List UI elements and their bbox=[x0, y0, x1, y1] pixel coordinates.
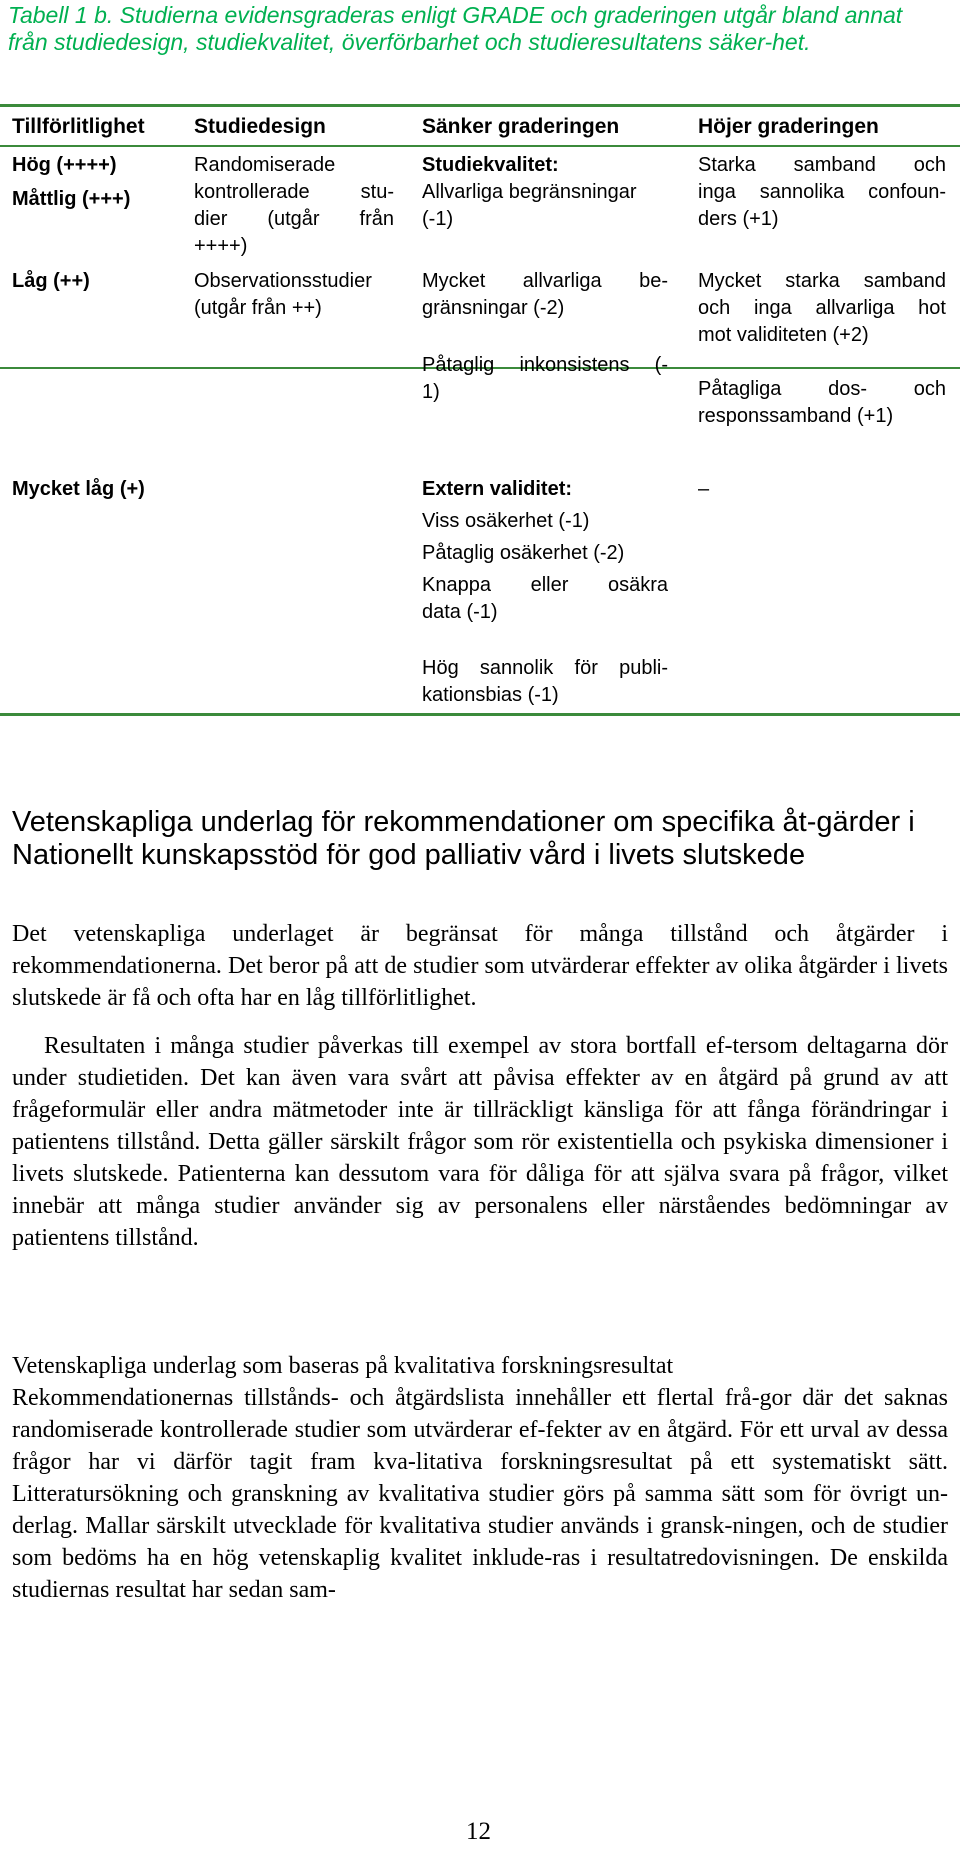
body-paragraph: Det vetenskapliga underlaget är begränsat för många tillstånd och åtgärder i rekommendationerna. Det beror på att de studier som utvärderar effekter av olika åtgärder i livets slutskede är få och ofta har en låg tillförlitlighet. bbox=[12, 921, 948, 1011]
lower-quality: Studiekvalitet: Allvarliga begränsningar (-1) bbox=[422, 154, 637, 230]
header-raises: Höjer graderingen bbox=[698, 115, 879, 138]
raise-none: – bbox=[698, 478, 710, 500]
table-bottom-rule bbox=[0, 713, 960, 716]
body-paragraph: Resultaten i många studier påverkas till exempel av stora bortfall ef-tersom deltagarna dör under studietiden. Det kan även vara svårt att påvisa effekter av en åtgärd på grund av att frågeformulär eller andra mätmetoder inte är tillräckligt känsliga för att fånga förändringar i patientens tillstånd. Detta gäller särskilt frågor som rör existentiella och psykiska dimensioner i livets slutskede. Patienterna kan dessutom vara för dåliga för att själva svara på frågor, vilket innebär att många studier använder sig av personalens eller närståendes bedömningar av patientens tillstånd. bbox=[12, 1033, 948, 1251]
reliability-very-low: Mycket låg (+) bbox=[12, 478, 145, 500]
raise-strong-association: Starka samband och inga sannolika confoun- ders (+1) bbox=[698, 154, 946, 230]
lower-publication-bias: Hög sannolik för publi- kationsbias (-1) bbox=[422, 657, 668, 706]
subsection-paragraph: Rekommendationernas tillstånds- och åtgärdslista innehåller ett flertal frå-gor där det saknas randomiserade kontrollerade studier som utvärderar ef-fekter av en åtgärd. För ett urval av dessa frågor har vi därför tagit fram kva-litativa forskningsresultat på ett systematiskt sätt. Litteratursökning och granskning av kvalitativa studier görs på samma sätt som för övrigt un-derlag. Mallar särskilt utvecklade för kvalitativa studier används i gransk-ningen, och de studier som bedöms ha en hög vetenskaplig kvalitet inklude-ras i resultatredovisningen. De enskilda studiernas resultat har sedan sam- bbox=[12, 1385, 948, 1603]
grade-table bbox=[0, 104, 960, 716]
header-lowers: Sänker graderingen bbox=[422, 115, 620, 138]
raise-dose-response: Påtagliga dos- och responssamband (+1) bbox=[698, 378, 946, 427]
section-heading: Vetenskapliga underlag för rekommendationer om specifika åt-gärder i Nationellt kunskapsstöd för god palliativ vård i livets slutskede bbox=[12, 806, 915, 871]
header-reliability: Tillförlitlighet bbox=[12, 115, 145, 138]
lower-external-validity: Extern validitet: Viss osäkerhet (-1) bbox=[422, 478, 590, 532]
reliability-high: Hög (++++) bbox=[12, 154, 117, 176]
lower-marked-uncertainty: Påtaglig osäkerhet (-2) Knappa eller osäkra data (-1) bbox=[422, 542, 668, 623]
raise-very-strong-association: Mycket starka samband och inga allvarliga hot mot validiteten (+2) bbox=[698, 270, 946, 346]
reliability-moderate: Måttlig (+++) bbox=[12, 188, 131, 210]
lower-inconsistency: Påtaglig inkonsistens (- 1) bbox=[422, 354, 668, 403]
reliability-low: Låg (++) bbox=[12, 270, 90, 292]
header-design: Studiedesign bbox=[194, 115, 326, 138]
table-caption: Tabell 1 b. Studierna evidensgraderas enligt GRADE och graderingen utgår bland annat från studiedesign, studiekvalitet, överförbarhet och studieresultatens säker-het. bbox=[8, 2, 903, 55]
subsection-heading: Vetenskapliga underlag som baseras på kvalitativa forskningsresultat bbox=[12, 1353, 674, 1379]
page-number: 12 bbox=[466, 1818, 491, 1845]
lower-very-serious: Mycket allvarliga be- gränsningar (-2) bbox=[422, 270, 668, 319]
design-observational: Observationsstudier (utgår från ++) bbox=[194, 270, 372, 319]
table-top-rule bbox=[0, 104, 960, 107]
design-rct: Randomiserade kontrollerade stu- dier (utgår från ++++) bbox=[194, 154, 394, 257]
header-rule bbox=[0, 145, 960, 147]
